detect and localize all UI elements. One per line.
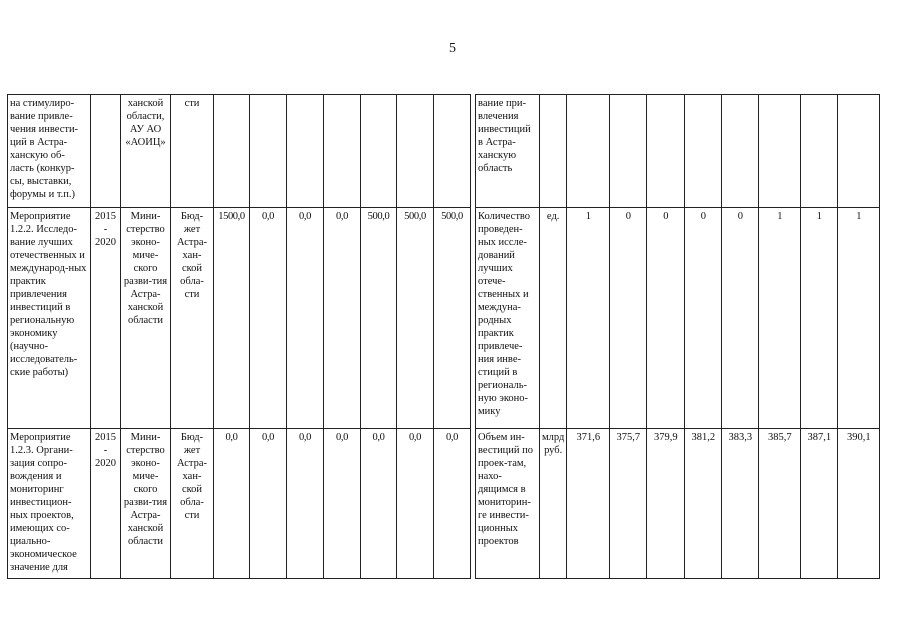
finance-cell [214,95,250,208]
indicator-value-cell: 0 [685,208,722,429]
page-number: 5 [449,41,456,56]
finance-cell: 0,0 [324,208,361,429]
indicator-value-cell: 375,7 [610,429,647,579]
unit-cell: млрд руб. [540,429,567,579]
indicator-value-cell: 1 [567,208,610,429]
finance-cell: 0,0 [287,429,324,579]
indicator-value-cell: 390,1 [838,429,880,579]
finance-cell [250,95,287,208]
indicator-cell: Объем ин-вестиций по проек-там, нахо-дящимся в мониторин-ге инвести-ционных проектов [476,429,540,579]
indicator-value-cell [647,95,685,208]
table-row [8,208,880,429]
unit-cell [540,95,567,208]
indicator-value-cell [838,95,880,208]
program-table [7,94,880,579]
table-row [8,429,880,579]
finance-cell: 0,0 [324,429,361,579]
source-cell: сти [171,95,214,208]
source-cell: Бюд-жет Астра-хан-ской обла-сти [171,208,214,429]
indicator-value-cell [759,95,801,208]
indicator-value-cell: 1 [801,208,838,429]
finance-cell: 0,0 [250,429,287,579]
event-cell: на стимулиро-вание привле-чения инвести-ций в Астра-ханскую об-ласть (конкур-сы, выставки, форумы и т.п.) [8,95,91,208]
finance-cell: 0,0 [250,208,287,429]
indicator-value-cell: 383,3 [722,429,759,579]
indicator-value-cell [610,95,647,208]
finance-cell: 0,0 [434,429,471,579]
indicator-value-cell [801,95,838,208]
indicator-value-cell [722,95,759,208]
finance-cell: 0,0 [287,208,324,429]
source-cell: Бюд-жет Астра-хан-ской обла-сти [171,429,214,579]
unit-cell: ед. [540,208,567,429]
executor-cell: Мини-стерство эконо-миче-ского разви-тия Астра-ханской области [121,208,171,429]
indicator-value-cell: 0 [722,208,759,429]
indicator-cell: Количество проведен-ных иссле-дований лучших отече-ственных и междуна-родных практик привлече-ния инве-стиций в региональ-ную эконо-мику [476,208,540,429]
finance-cell [434,95,471,208]
finance-cell: 500,0 [434,208,471,429]
finance-cell [287,95,324,208]
indicator-cell: вание при-влечения инвестиций в Астра-ханскую область [476,95,540,208]
event-cell: Мероприятие 1.2.3. Органи-зация сопро-вождения и мониторинг инвестицион-ных проектов, имеющих со-циально-экономическое значение для [8,429,91,579]
indicator-value-cell: 1 [838,208,880,429]
table-row [8,95,880,208]
finance-cell [397,95,434,208]
indicator-value-cell: 371,6 [567,429,610,579]
finance-cell: 0,0 [397,429,434,579]
executor-cell: Мини-стерство эконо-миче-ского разви-тия Астра-ханской области [121,429,171,579]
finance-cell: 500,0 [397,208,434,429]
finance-cell: 0,0 [214,429,250,579]
period-cell: 2015 - 2020 [91,429,121,579]
period-cell: 2015 - 2020 [91,208,121,429]
indicator-value-cell: 0 [610,208,647,429]
indicator-value-cell: 387,1 [801,429,838,579]
finance-cell [361,95,397,208]
indicator-value-cell: 0 [647,208,685,429]
indicator-value-cell: 381,2 [685,429,722,579]
indicator-value-cell [685,95,722,208]
indicator-value-cell [567,95,610,208]
indicator-value-cell: 379,9 [647,429,685,579]
event-cell: Мероприятие 1.2.2. Исследо-вание лучших отечественных и международ-ных практик привлечения инвестиций в региональную экономику (научно-исследователь-ские работы) [8,208,91,429]
indicator-value-cell: 1 [759,208,801,429]
period-cell [91,95,121,208]
finance-cell: 1500,0 [214,208,250,429]
finance-cell: 500,0 [361,208,397,429]
executor-cell: ханской области, АУ АО «АОИЦ» [121,95,171,208]
finance-cell: 0,0 [361,429,397,579]
finance-cell [324,95,361,208]
indicator-value-cell: 385,7 [759,429,801,579]
